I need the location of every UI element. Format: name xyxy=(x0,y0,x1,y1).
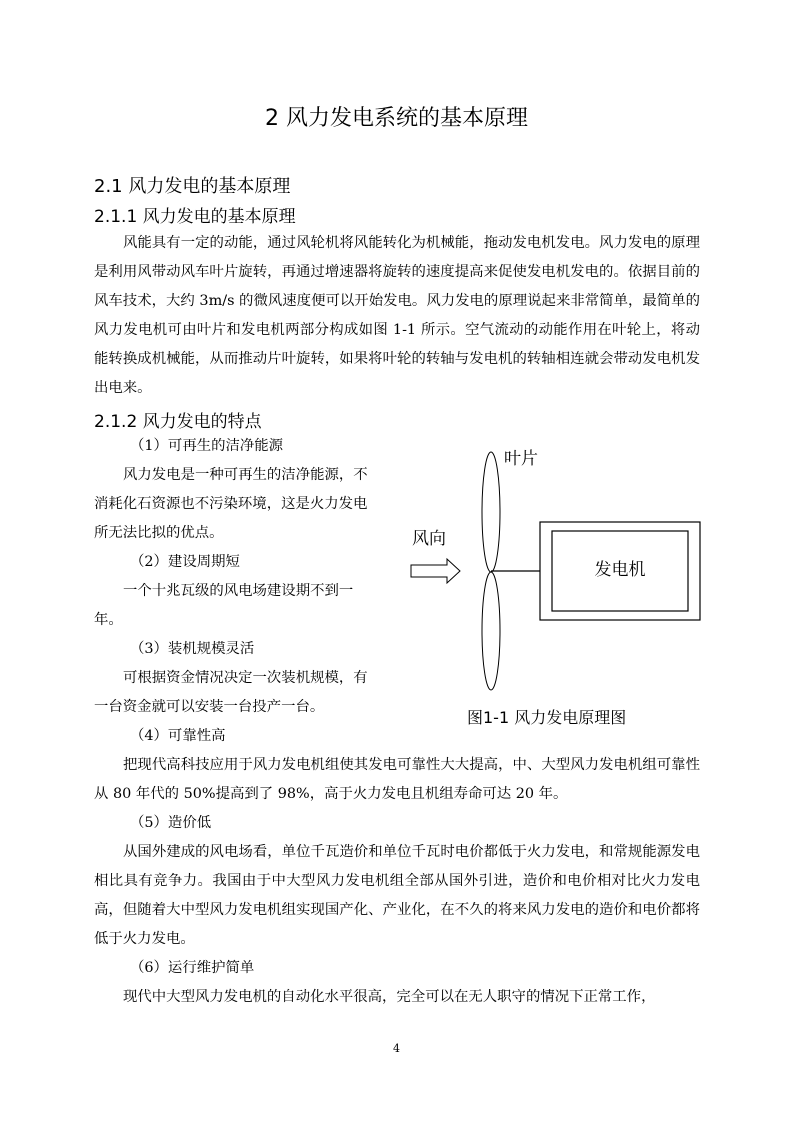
wind-turbine-diagram xyxy=(405,440,705,732)
feature-text-line: 风力发电是一种可再生的洁净能源，不 xyxy=(123,467,368,483)
feature-heading: （2）建设周期短 xyxy=(130,554,240,570)
feature-text-line: 消耗化石资源也不污染环境，这是火力发电 xyxy=(94,496,368,512)
blade-label: 叶片 xyxy=(504,449,538,469)
feature-text-line: 一台资金就可以安装一台投产一台。 xyxy=(94,699,325,715)
chapter-title: 2 风力发电系统的基本原理 xyxy=(265,106,528,131)
subsection-title: 2.1.1 风力发电的基本原理 xyxy=(94,207,296,227)
feature-text-line: 所无法比拟的优点。 xyxy=(94,525,224,541)
section-title: 2.1 风力发电的基本原理 xyxy=(94,176,291,197)
feature-heading: （3）装机规模灵活 xyxy=(130,641,255,657)
feature-heading: （5）造价低 xyxy=(130,815,212,831)
feature-heading: （1）可再生的洁净能源 xyxy=(130,438,284,454)
wind-turbine-figure xyxy=(405,440,705,732)
feature-heading: （6）运行维护简单 xyxy=(130,960,255,976)
feature-heading: （4）可靠性高 xyxy=(130,728,226,744)
feature-text-line: 可根据资金情况决定一次装机规模，有 xyxy=(123,670,368,686)
feature-paragraph: 从国外建成的风电场看，单位千瓦造价和单位千瓦时电价都低于火力发电，和常规能源发电相比具有竞争力。我国由于中大型风力发电机组全部从国外引进，造价和电价相对比火力发电高，但随着大中型风力发电机组实现国产化、产业化，在不久的将来风力发电的造价和电价都将低于火力发电。 xyxy=(94,844,700,947)
feature-text-line: 年。 xyxy=(94,612,123,628)
feature-paragraph: 现代中大型风力发电机的自动化水平很高，完全可以在无人职守的情况下正常工作， xyxy=(123,989,656,1005)
paragraph-principle: 风能具有一定的动能，通过风轮机将风能转化为机械能，拖动发电机发电。风力发电的原理是利用风带动风车叶片旋转，再通过增速器将旋转的速度提高来促使发电机发电的。依据目前的风车技术，大约 3m/s 的微风速度便可以开始发电。风力发电的原理说起来非常简单，最简单的风力发电机可由叶片和发电机两部分构成如图 1-1 所示。空气流动的动能作用在叶轮上，将动能转换成机械能，从而推动片叶旋转，如果将叶轮的转轴与发电机的转轴相连就会带动发电机发出电来。 xyxy=(94,235,700,396)
generator-label: 发电机 xyxy=(594,560,646,580)
subsection-title: 2.1.2 风力发电的特点 xyxy=(94,412,262,432)
feature-paragraph: 把现代高科技应用于风力发电机组使其发电可靠性大大提高，中、大型风力发电机组可靠性从 80 年代的 50%提高到了 98%，高于火力发电且机组寿命可达 20 年。 xyxy=(94,757,700,802)
wind-direction-label: 风向 xyxy=(412,529,446,549)
page-number: 4 xyxy=(393,1042,400,1055)
feature-text-line: 一个十兆瓦级的风电场建设期不到一 xyxy=(123,583,354,599)
figure-caption: 图1-1 风力发电原理图 xyxy=(467,708,627,727)
